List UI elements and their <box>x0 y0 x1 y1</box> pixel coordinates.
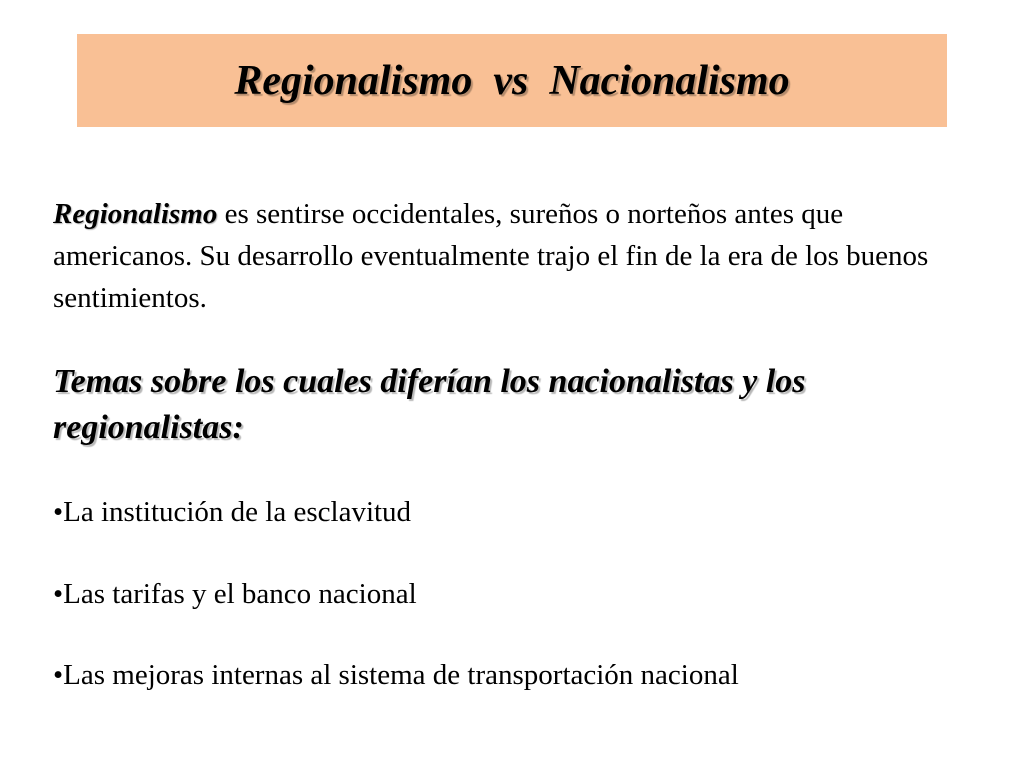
definition-text: es sentirse occidentales, sureños o norteños antes que americanos. Su desarrollo eventualmente trajo el fin de la era de los buenos sentimientos. <box>53 198 929 314</box>
bullet-item: •Las mejoras internas al sistema de transportación nacional <box>53 659 739 691</box>
definition-term: Regionalismo <box>53 198 218 230</box>
definition-paragraph <box>53 193 963 319</box>
bullet-item: •Las tarifas y el banco nacional <box>53 578 417 610</box>
title-banner <box>77 34 947 127</box>
slide-title: Regionalismo vs Nacionalismo <box>234 57 790 104</box>
bullet-item: •La institución de la esclavitud <box>53 496 412 528</box>
topics-heading: Temas sobre los cuales diferían los nacionalistas y los regionalistas: <box>53 363 806 446</box>
